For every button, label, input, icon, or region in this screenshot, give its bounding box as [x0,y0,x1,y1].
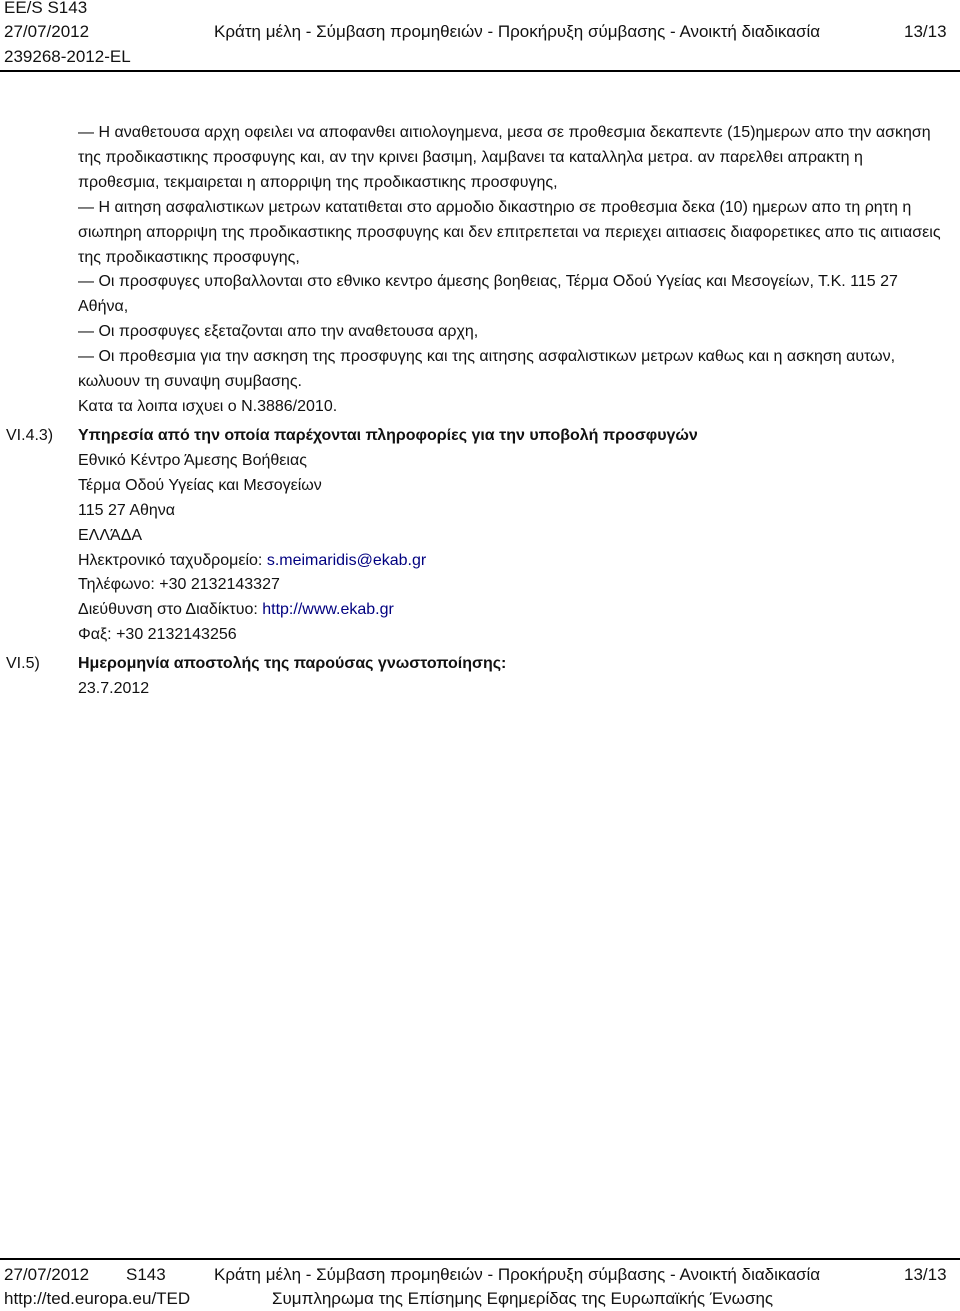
paragraph: — Η αιτηση ασφαλιστικων μετρων κατατιθεται στο αρμοδιο δικαστηριο σε προθεσμια δεκα (10) ημερων απο τη ρητη η σιωπηρη απορριψη της προδικαστικης προσφυγης και δεν επιτρεπεται να περιεχει αιτιασεις διαφορετικες απο τις αιτιασεις της προδικαστικης προσφυγης, [78,198,941,266]
fax-line: Φαξ: +30 2132143256 [78,626,237,644]
web-line [78,598,698,623]
section-number-vi43: VI.4.3) [6,427,54,444]
header-rule [0,70,960,72]
footer-rule [0,1258,960,1260]
address-country: ΕΛΛΆΔΑ [78,526,143,544]
footer-edition: S143 [126,1265,166,1284]
header-title: Κράτη μέλη - Σύμβαση προμηθειών - Προκήρυξη σύμβασης - Ανοικτή διαδικασία [214,22,821,41]
web-label: Διεύθυνση στο Διαδίκτυο: [78,601,263,619]
address-street: Τέρμα Οδού Υγείας και Μεσογείων [78,476,322,494]
footer-date: 27/07/2012 [4,1265,90,1284]
section-heading: Ημερομηνία αποστολής της παρούσας γνωστοποίησης: [78,655,507,672]
section-heading: Υπηρεσία από την οποία παρέχονται πληροφορίες για την υποβολή προσφυγών [78,427,698,444]
organisation-name: Εθνικό Κέντρο Άμεσης Βοήθειας [78,451,307,469]
section-number-vi5: VI.5) [6,655,40,672]
paragraph: Κατα τα λοιπα ισχυει ο Ν.3886/2010. [78,397,338,415]
header-page-number: 13/13 [904,22,947,41]
paragraph: — Οι προσφυγες υποβαλλονται στο εθνικο κεντρο άμεσης βοηθειας, Τέρμα Οδού Υγείας και Μεσογείων, Τ.Κ. 115 27 Αθήνα, [78,273,898,316]
paragraph: — Η αναθετουσα αρχη οφειλει να αποφανθει αιτιολογημενα, μεσα σε προθεσμια δεκαπεντε (15)ημερων απο την ασκηση της προδικαστικης προσφυγης και, αν την κρινει βασιμη, λαμβανει τα καταλληλα μετρα. αν παρελθει απρακτη η προθεσμια, τεκμαιρεται η απορριψη της προδικαστικης προσφυγης, [78,124,931,191]
header-date: 27/07/2012 [4,22,90,41]
footer-url[interactable]: http://ted.europa.eu/TED [4,1289,191,1308]
footer-supplement: Συμπληρωμα της Επίσημης Εφημερίδας της Ευρωπαϊκής Ένωσης [272,1289,774,1308]
section-vi5 [78,652,506,702]
email-link[interactable]: s.meimaridis@ekab.gr [266,551,427,569]
dispatch-date: 23.7.2012 [78,679,150,697]
body-text [78,121,944,420]
address-city: 115 27 Αθηνα [78,501,176,519]
footer-page-number: 13/13 [904,1265,947,1284]
email-line [78,549,698,574]
paragraph: — Οι προσφυγες εξεταζονται απο την αναθετουσα αρχη, [78,323,479,341]
section-vi43 [78,424,698,648]
footer-title: Κράτη μέλη - Σύμβαση προμηθειών - Προκήρυξη σύμβασης - Ανοικτή διαδικασία [214,1265,821,1284]
header-document-id: 239268-2012-EL [4,47,131,66]
paragraph: — Οι προθεσμια για την ασκηση της προσφυγης και της αιτησης ασφαλιστικων μετρων καθως και η ασκηση αυτων, κωλυουν τη συναψη συμβασης. [78,348,896,391]
header-edition: EE/S S143 [4,0,88,17]
phone-line: Τηλέφωνο: +30 2132143327 [78,576,280,594]
web-link[interactable]: http://www.ekab.gr [262,601,394,619]
email-label: Ηλεκτρονικό ταχυδρομείο: [78,551,267,569]
